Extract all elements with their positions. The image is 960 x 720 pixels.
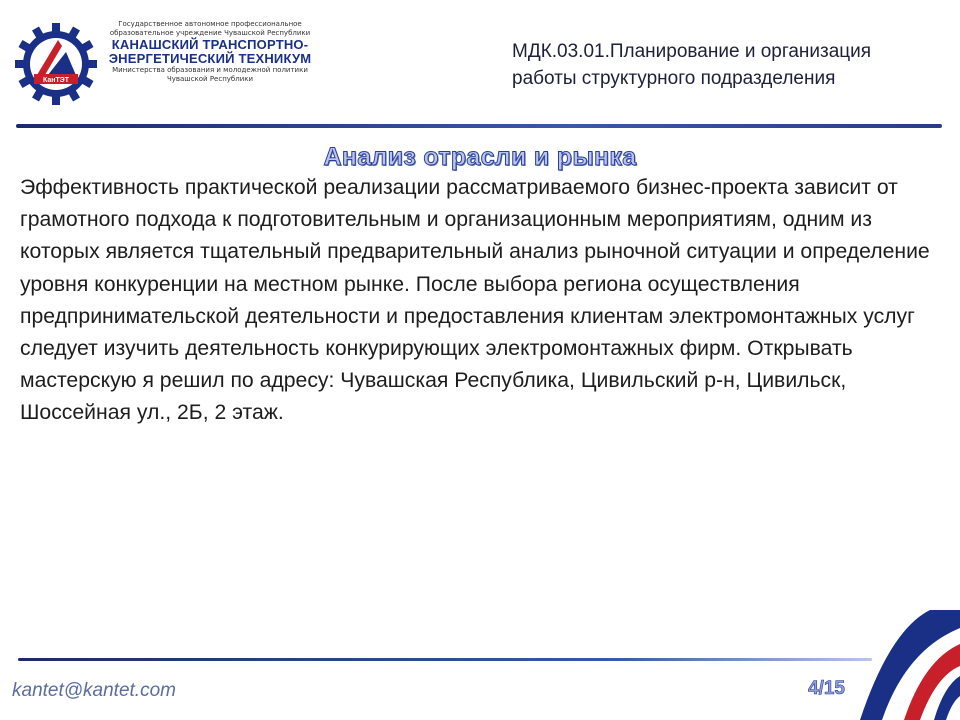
logo-org-line-2: образовательное учреждение Чувашской Республики bbox=[109, 29, 311, 37]
footer-divider bbox=[18, 658, 872, 661]
logo-ministry-line-2: Чувашской Республики bbox=[166, 75, 254, 83]
logo-name-line-2: ЭНЕРГЕТИЧЕСКИЙ ТЕХНИКУМ bbox=[108, 51, 312, 66]
logo-text-block bbox=[100, 20, 320, 84]
gear-emblem-icon bbox=[14, 22, 98, 106]
course-title bbox=[512, 38, 952, 92]
course-title-line-1: МДК.03.01.Планирование и организация bbox=[512, 41, 872, 62]
college-logo bbox=[14, 20, 314, 102]
logo-org-line-1: Государственное автономное профессиональное bbox=[118, 20, 302, 28]
corner-swoosh-icon bbox=[820, 610, 960, 720]
header-divider bbox=[16, 124, 942, 128]
page-number: 4/15 bbox=[808, 678, 845, 699]
body-paragraph: Эффективность практической реализации рассматриваемого бизнес-проекта зависит от грамотного подхода к подготовительным и организационным мероприятиям, одним из которых является тщательный предварительный анализ рыночной ситуации и определение уровня конкуренции на местном рынке. После выбора региона осуществления предпринимательской деятельности и предоставления клиентам электромонтажных услуг следует изучить деятельность конкурирующих электромонтажных фирм. Открывать мастерскую я решил по адресу: Чувашская Республика, Цивильский р-н, Цивильск, Шоссейная ул., 2Б, 2 этаж. bbox=[20, 176, 930, 425]
footer-email-link[interactable]: kantet@kantet.com bbox=[12, 680, 176, 701]
logo-name-line-1: КАНАШСКИЙ ТРАНСПОРТНО- bbox=[111, 37, 309, 52]
section-heading: Анализ отрасли и рынка bbox=[323, 143, 637, 171]
logo-ministry-line-1: Министерства образования и молодежной политики bbox=[112, 66, 308, 74]
emblem-label: КанТЭТ bbox=[42, 77, 70, 84]
course-title-line-2: работы структурного подразделения bbox=[512, 68, 836, 89]
